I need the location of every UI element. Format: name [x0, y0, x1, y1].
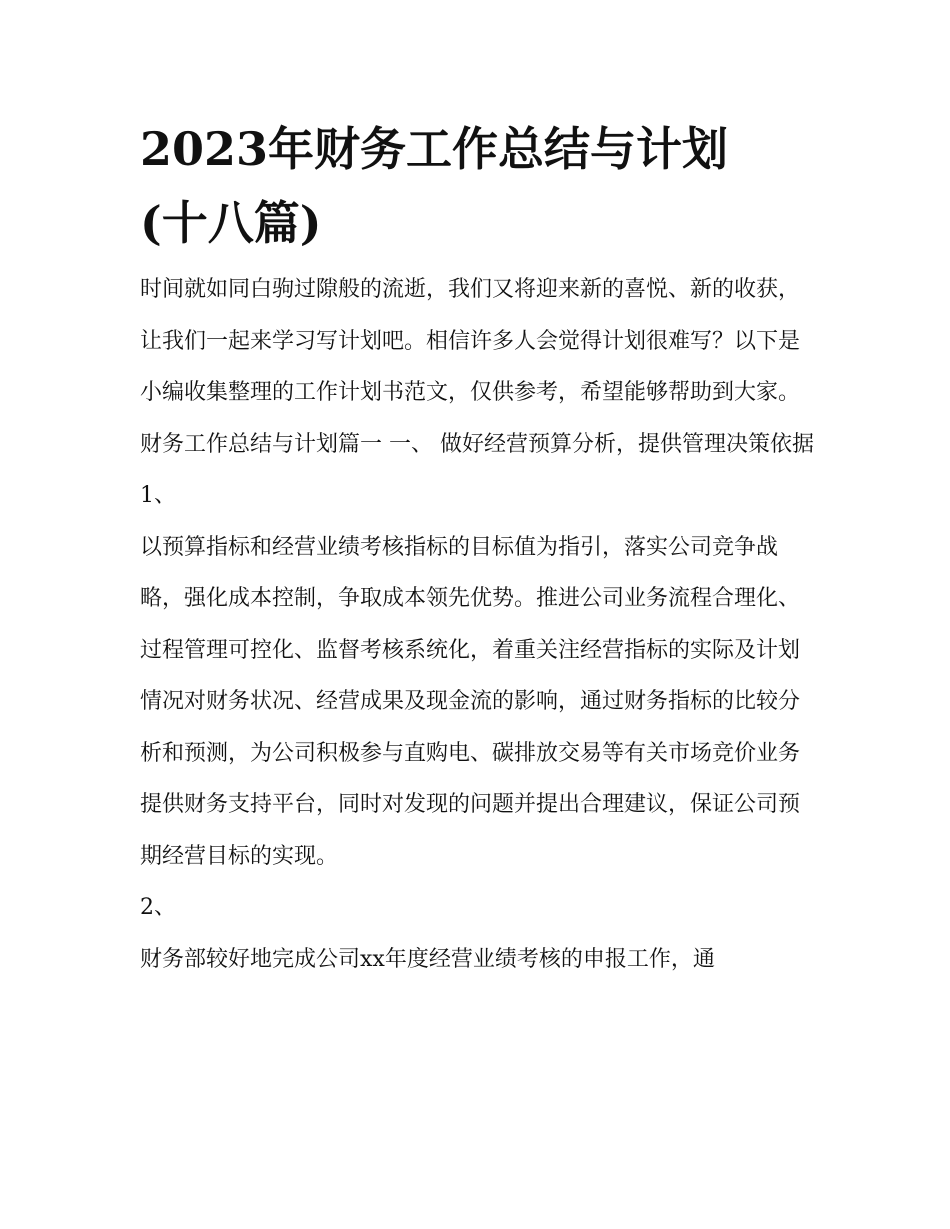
body-paragraph-2: 财务部较好地完成公司xx年度经营业绩考核的申报工作，通: [140, 946, 715, 972]
document-title: [140, 112, 820, 260]
title-line-2: (十八篇): [140, 196, 322, 250]
body-paragraph-1: 以预算指标和经营业绩考核指标的目标值为指引，落实公司竞争战略，强化成本控制，争取成本领先优势。推进公司业务流程合理化、过程管理可控化、监督考核系统化，着重关注经营指标的实际及计划情况对财务状况、经营成果及现金流的影响，通过财务指标的比较分析和预测，为公司积极参与直购电、碳排放交易等有关市场竞价业务提供财务支持平台，同时对发现的问题并提出合理建议，保证公司预期经营目标的实现。: [140, 534, 801, 869]
intro-paragraph: 时间就如同白驹过隙般的流逝，我们又将迎来新的喜悦、新的收获，让我们一起来学习写计划吧。相信许多人会觉得计划很难写？以下是小编收集整理的工作计划书范文，仅供参考，希望能够帮助到大家。: [140, 277, 801, 405]
item-number-2: 2、: [140, 895, 176, 920]
section-heading-paragraph: 财务工作总结与计划篇一 一、 做好经营预算分析，提供管理决策依据 1、: [140, 431, 814, 508]
title-line-1: 2023年财务工作总结与计划: [140, 122, 729, 176]
document-body: [140, 112, 820, 985]
